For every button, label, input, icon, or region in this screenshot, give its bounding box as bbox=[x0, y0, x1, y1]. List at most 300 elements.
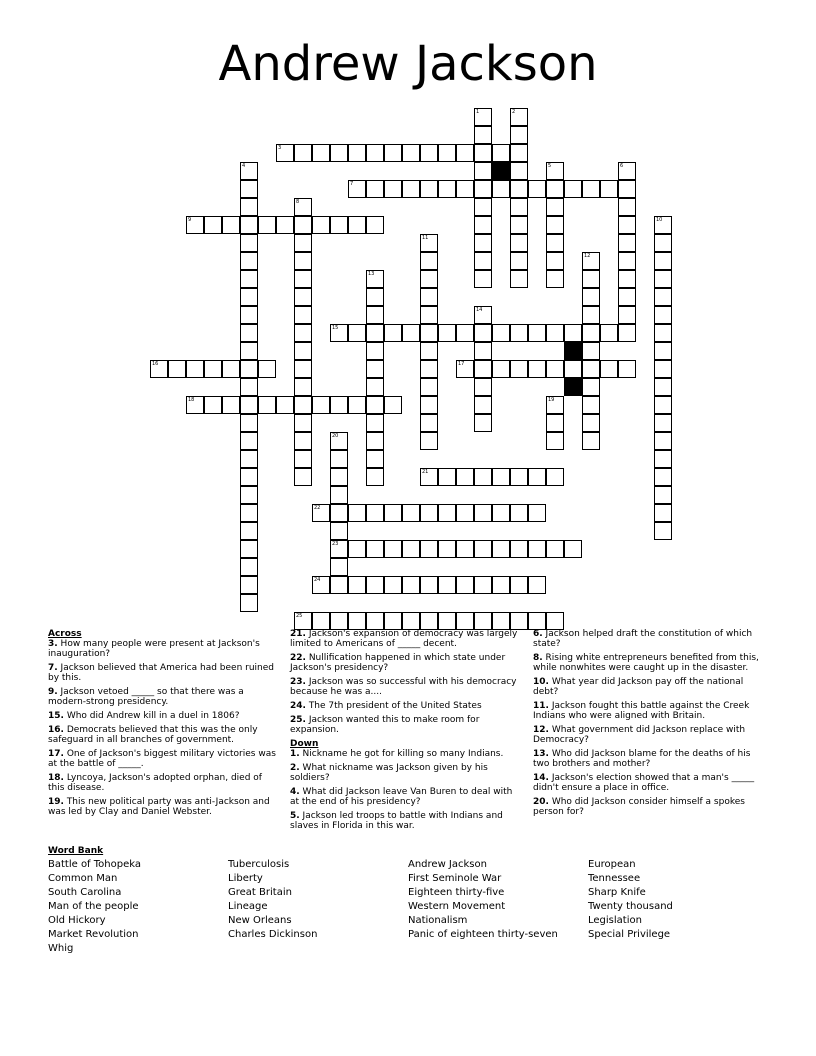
crossword-cell[interactable] bbox=[438, 504, 456, 522]
crossword-cell[interactable] bbox=[240, 450, 258, 468]
crossword-cell[interactable] bbox=[474, 576, 492, 594]
crossword-cell[interactable] bbox=[456, 540, 474, 558]
crossword-cell[interactable] bbox=[384, 144, 402, 162]
crossword-cell[interactable] bbox=[330, 522, 348, 540]
crossword-cell[interactable] bbox=[366, 216, 384, 234]
cell-number: 2 bbox=[512, 109, 516, 115]
crossword-cell[interactable] bbox=[654, 468, 672, 486]
crossword-cell[interactable] bbox=[546, 432, 564, 450]
crossword-cell[interactable] bbox=[618, 234, 636, 252]
clue-number: 13. bbox=[533, 749, 549, 759]
word-bank-column bbox=[408, 858, 558, 942]
crossword-cell[interactable] bbox=[528, 180, 546, 198]
crossword-cell[interactable] bbox=[474, 360, 492, 378]
crossword-cell[interactable] bbox=[258, 396, 276, 414]
crossword-cell[interactable] bbox=[366, 432, 384, 450]
crossword-cell[interactable] bbox=[474, 270, 492, 288]
crossword-cell[interactable] bbox=[654, 450, 672, 468]
crossword-cell[interactable] bbox=[546, 162, 564, 180]
crossword-cell[interactable] bbox=[528, 468, 546, 486]
crossword-cell[interactable] bbox=[546, 234, 564, 252]
clue-text: Jackson's election showed that a man's _____ didn't ensure a place in office. bbox=[533, 773, 755, 793]
crossword-cell[interactable] bbox=[456, 144, 474, 162]
crossword-cell[interactable] bbox=[294, 288, 312, 306]
crossword-cell[interactable] bbox=[654, 432, 672, 450]
crossword-cell[interactable] bbox=[528, 612, 546, 630]
crossword-cell[interactable] bbox=[330, 144, 348, 162]
crossword-cell[interactable] bbox=[294, 360, 312, 378]
clue-number: 21. bbox=[290, 629, 306, 639]
crossword-cell[interactable] bbox=[654, 216, 672, 234]
crossword-cell[interactable] bbox=[222, 216, 240, 234]
crossword-cell[interactable] bbox=[240, 486, 258, 504]
crossword-cell[interactable] bbox=[420, 342, 438, 360]
crossword-cell[interactable] bbox=[420, 504, 438, 522]
crossword-cell[interactable] bbox=[366, 468, 384, 486]
crossword-cell[interactable] bbox=[546, 468, 564, 486]
crossword-cell[interactable] bbox=[492, 504, 510, 522]
crossword-cell[interactable] bbox=[456, 180, 474, 198]
crossword-cell[interactable] bbox=[546, 414, 564, 432]
crossword-cell[interactable] bbox=[294, 270, 312, 288]
crossword-cell[interactable] bbox=[330, 486, 348, 504]
crossword-cell[interactable] bbox=[438, 576, 456, 594]
crossword-cell[interactable] bbox=[510, 234, 528, 252]
crossword-cell[interactable] bbox=[366, 144, 384, 162]
crossword-cell[interactable] bbox=[312, 576, 330, 594]
crossword-cell[interactable] bbox=[330, 432, 348, 450]
cell-number: 23 bbox=[332, 541, 339, 547]
crossword-cell[interactable] bbox=[654, 486, 672, 504]
crossword-cell[interactable] bbox=[240, 504, 258, 522]
crossword-cell[interactable] bbox=[654, 522, 672, 540]
crossword-cell[interactable] bbox=[168, 360, 186, 378]
word-bank-item: Eighteen thirty-five bbox=[408, 887, 505, 898]
crossword-cell[interactable] bbox=[330, 468, 348, 486]
crossword-cell[interactable] bbox=[546, 612, 564, 630]
crossword-cell[interactable] bbox=[348, 180, 366, 198]
crossword-cell[interactable] bbox=[420, 288, 438, 306]
crossword-cell[interactable] bbox=[474, 198, 492, 216]
crossword-cell[interactable] bbox=[438, 144, 456, 162]
crossword-cell[interactable] bbox=[258, 360, 276, 378]
crossword-cell[interactable] bbox=[330, 576, 348, 594]
crossword-cell[interactable] bbox=[240, 216, 258, 234]
crossword-cell[interactable] bbox=[330, 504, 348, 522]
cell-number: 21 bbox=[422, 469, 429, 475]
crossword-cell[interactable] bbox=[438, 612, 456, 630]
word-bank-item: Common Man bbox=[48, 873, 118, 884]
crossword-cell[interactable] bbox=[402, 324, 420, 342]
crossword-cell[interactable] bbox=[240, 594, 258, 612]
crossword-cell[interactable] bbox=[564, 180, 582, 198]
crossword-cell[interactable] bbox=[294, 396, 312, 414]
crossword-cell[interactable] bbox=[528, 540, 546, 558]
crossword-cell[interactable] bbox=[366, 612, 384, 630]
crossword-cell[interactable] bbox=[618, 180, 636, 198]
crossword-cell[interactable] bbox=[546, 540, 564, 558]
crossword-cell[interactable] bbox=[582, 306, 600, 324]
crossword-cell[interactable] bbox=[420, 180, 438, 198]
crossword-cell[interactable] bbox=[204, 216, 222, 234]
crossword-cell[interactable] bbox=[474, 216, 492, 234]
crossword-cell[interactable] bbox=[654, 414, 672, 432]
crossword-cell[interactable] bbox=[420, 234, 438, 252]
clue bbox=[533, 677, 763, 697]
crossword-cell[interactable] bbox=[474, 414, 492, 432]
crossword-cell[interactable] bbox=[186, 396, 204, 414]
crossword-cell[interactable] bbox=[420, 270, 438, 288]
crossword-cell[interactable] bbox=[294, 432, 312, 450]
crossword-cell[interactable] bbox=[510, 126, 528, 144]
crossword-cell[interactable] bbox=[294, 144, 312, 162]
crossword-cell[interactable] bbox=[366, 270, 384, 288]
crossword-cell[interactable] bbox=[366, 360, 384, 378]
crossword-cell[interactable] bbox=[420, 396, 438, 414]
crossword-cell[interactable] bbox=[654, 342, 672, 360]
cell-number: 8 bbox=[296, 199, 300, 205]
crossword-cell[interactable] bbox=[330, 540, 348, 558]
crossword-cell[interactable] bbox=[438, 180, 456, 198]
crossword-cell[interactable] bbox=[150, 360, 168, 378]
crossword-cell[interactable] bbox=[222, 360, 240, 378]
crossword-cell[interactable] bbox=[348, 540, 366, 558]
crossword-cell[interactable] bbox=[582, 270, 600, 288]
crossword-cell[interactable] bbox=[510, 162, 528, 180]
crossword-cell[interactable] bbox=[654, 252, 672, 270]
crossword-cell[interactable] bbox=[420, 468, 438, 486]
crossword-cell[interactable] bbox=[438, 468, 456, 486]
crossword-cell[interactable] bbox=[366, 324, 384, 342]
crossword-cell[interactable] bbox=[366, 540, 384, 558]
crossword-cell[interactable] bbox=[510, 540, 528, 558]
crossword-cell[interactable] bbox=[420, 360, 438, 378]
crossword-cell[interactable] bbox=[330, 612, 348, 630]
crossword-cell[interactable] bbox=[240, 414, 258, 432]
crossword-cell[interactable] bbox=[366, 414, 384, 432]
crossword-cell[interactable] bbox=[546, 180, 564, 198]
crossword-cell[interactable] bbox=[384, 396, 402, 414]
crossword-cell[interactable] bbox=[618, 162, 636, 180]
crossword-cell[interactable] bbox=[474, 144, 492, 162]
crossword-cell[interactable] bbox=[564, 540, 582, 558]
crossword-cell[interactable] bbox=[420, 540, 438, 558]
crossword-cell[interactable] bbox=[474, 108, 492, 126]
crossword-cell[interactable] bbox=[492, 540, 510, 558]
crossword-cell[interactable] bbox=[366, 504, 384, 522]
crossword-cell[interactable] bbox=[348, 576, 366, 594]
crossword-cell[interactable] bbox=[240, 198, 258, 216]
crossword-cell[interactable] bbox=[528, 324, 546, 342]
crossword-cell[interactable] bbox=[582, 396, 600, 414]
crossword-cell[interactable] bbox=[474, 162, 492, 180]
crossword-cell[interactable] bbox=[348, 396, 366, 414]
crossword-cell[interactable] bbox=[258, 216, 276, 234]
crossword-cell[interactable] bbox=[510, 360, 528, 378]
crossword-cell[interactable] bbox=[294, 198, 312, 216]
crossword-cell[interactable] bbox=[654, 378, 672, 396]
crossword-cell[interactable] bbox=[582, 360, 600, 378]
crossword-cell[interactable] bbox=[456, 504, 474, 522]
crossword-cell[interactable] bbox=[582, 288, 600, 306]
crossword-cell[interactable] bbox=[420, 144, 438, 162]
crossword-cell[interactable] bbox=[618, 306, 636, 324]
crossword-cell[interactable] bbox=[420, 414, 438, 432]
crossword-cell[interactable] bbox=[276, 216, 294, 234]
crossword-cell[interactable] bbox=[294, 324, 312, 342]
crossword-cell[interactable] bbox=[456, 468, 474, 486]
crossword-cell[interactable] bbox=[294, 468, 312, 486]
crossword-cell[interactable] bbox=[600, 180, 618, 198]
crossword-cell[interactable] bbox=[366, 450, 384, 468]
crossword-cell[interactable] bbox=[240, 252, 258, 270]
crossword-cell[interactable] bbox=[240, 432, 258, 450]
crossword-cell[interactable] bbox=[312, 396, 330, 414]
crossword-cell[interactable] bbox=[402, 612, 420, 630]
word-bank-item: Special Privilege bbox=[588, 929, 671, 940]
crossword-cell[interactable] bbox=[618, 252, 636, 270]
crossword-cell[interactable] bbox=[240, 270, 258, 288]
crossword-cell[interactable] bbox=[294, 378, 312, 396]
crossword-cell[interactable] bbox=[654, 360, 672, 378]
crossword-cell[interactable] bbox=[618, 216, 636, 234]
crossword-cell[interactable] bbox=[528, 360, 546, 378]
crossword-cell[interactable] bbox=[492, 360, 510, 378]
crossword-cell[interactable] bbox=[510, 108, 528, 126]
crossword-cell[interactable] bbox=[330, 396, 348, 414]
crossword-cell[interactable] bbox=[276, 144, 294, 162]
crossword-cell[interactable] bbox=[330, 450, 348, 468]
crossword-cell[interactable] bbox=[312, 612, 330, 630]
crossword-cell[interactable] bbox=[510, 180, 528, 198]
crossword-cell[interactable] bbox=[654, 324, 672, 342]
crossword-cell[interactable] bbox=[402, 144, 420, 162]
crossword-cell[interactable] bbox=[474, 306, 492, 324]
crossword-cell[interactable] bbox=[546, 324, 564, 342]
crossword-cell[interactable] bbox=[492, 324, 510, 342]
clue-text: Who did Jackson consider himself a spokes person for? bbox=[533, 797, 745, 817]
crossword-cell[interactable] bbox=[456, 324, 474, 342]
crossword-cell[interactable] bbox=[654, 288, 672, 306]
crossword-cell[interactable] bbox=[420, 252, 438, 270]
crossword-cell[interactable] bbox=[492, 144, 510, 162]
crossword-cell[interactable] bbox=[546, 216, 564, 234]
crossword-cell[interactable] bbox=[474, 324, 492, 342]
crossword-cell[interactable] bbox=[348, 324, 366, 342]
crossword-cell[interactable] bbox=[618, 198, 636, 216]
crossword-cell[interactable] bbox=[204, 396, 222, 414]
crossword-cell[interactable] bbox=[582, 252, 600, 270]
crossword-cell[interactable] bbox=[204, 360, 222, 378]
crossword-cell[interactable] bbox=[492, 612, 510, 630]
crossword-cell[interactable] bbox=[654, 306, 672, 324]
crossword-cell[interactable] bbox=[564, 360, 582, 378]
crossword-cell[interactable] bbox=[384, 324, 402, 342]
crossword-cell[interactable] bbox=[546, 396, 564, 414]
crossword-cell[interactable] bbox=[402, 504, 420, 522]
crossword-cell[interactable] bbox=[402, 576, 420, 594]
crossword-cell[interactable] bbox=[510, 144, 528, 162]
crossword-cell[interactable] bbox=[348, 216, 366, 234]
crossword-cell[interactable] bbox=[618, 270, 636, 288]
crossword-cell[interactable] bbox=[240, 306, 258, 324]
crossword-cell[interactable] bbox=[474, 180, 492, 198]
crossword-cell[interactable] bbox=[240, 360, 258, 378]
crossword-cell[interactable] bbox=[384, 576, 402, 594]
crossword-cell[interactable] bbox=[600, 360, 618, 378]
crossword-cell[interactable] bbox=[456, 576, 474, 594]
crossword-cell[interactable] bbox=[294, 414, 312, 432]
crossword-cell[interactable] bbox=[240, 522, 258, 540]
crossword-cell[interactable] bbox=[510, 216, 528, 234]
crossword-cell[interactable] bbox=[546, 270, 564, 288]
crossword-cell[interactable] bbox=[240, 468, 258, 486]
crossword-cell[interactable] bbox=[186, 216, 204, 234]
cell-number: 20 bbox=[332, 433, 339, 439]
crossword-cell[interactable] bbox=[348, 504, 366, 522]
crossword-cell[interactable] bbox=[492, 468, 510, 486]
crossword-cell[interactable] bbox=[366, 288, 384, 306]
crossword-cell[interactable] bbox=[438, 324, 456, 342]
crossword-cell[interactable] bbox=[474, 540, 492, 558]
crossword-cell[interactable] bbox=[186, 360, 204, 378]
crossword-cell[interactable] bbox=[582, 180, 600, 198]
crossword-cell[interactable] bbox=[492, 180, 510, 198]
crossword-cell[interactable] bbox=[420, 306, 438, 324]
crossword-cell[interactable] bbox=[618, 288, 636, 306]
crossword-cell[interactable] bbox=[294, 342, 312, 360]
crossword-cell[interactable] bbox=[348, 612, 366, 630]
clue-number: 19. bbox=[48, 797, 64, 807]
crossword-cell[interactable] bbox=[348, 144, 366, 162]
cell-number: 15 bbox=[332, 325, 339, 331]
crossword-cell[interactable] bbox=[654, 270, 672, 288]
crossword-cell[interactable] bbox=[420, 378, 438, 396]
crossword-cell[interactable] bbox=[564, 324, 582, 342]
crossword-cell[interactable] bbox=[222, 396, 240, 414]
page-title: Andrew Jackson bbox=[218, 36, 598, 92]
crossword-cell[interactable] bbox=[240, 324, 258, 342]
word-bank-item: Twenty thousand bbox=[588, 901, 673, 912]
crossword-cell[interactable] bbox=[654, 396, 672, 414]
crossword-cell[interactable] bbox=[474, 504, 492, 522]
crossword-cell[interactable] bbox=[384, 540, 402, 558]
crossword-cell[interactable] bbox=[402, 180, 420, 198]
crossword-cell[interactable] bbox=[366, 396, 384, 414]
crossword-cell[interactable] bbox=[582, 414, 600, 432]
crossword-cell[interactable] bbox=[294, 306, 312, 324]
crossword-cell[interactable] bbox=[240, 540, 258, 558]
crossword-cell[interactable] bbox=[510, 504, 528, 522]
crossword-cell[interactable] bbox=[312, 504, 330, 522]
crossword-cell[interactable] bbox=[420, 612, 438, 630]
crossword-cell[interactable] bbox=[582, 378, 600, 396]
crossword-cell[interactable] bbox=[330, 216, 348, 234]
crossword-cell[interactable] bbox=[654, 234, 672, 252]
clue bbox=[533, 653, 763, 673]
crossword-cell[interactable] bbox=[510, 252, 528, 270]
word-bank-column bbox=[48, 858, 141, 956]
crossword-cell[interactable] bbox=[294, 612, 312, 630]
crossword-cell[interactable] bbox=[474, 252, 492, 270]
crossword-cell[interactable] bbox=[312, 216, 330, 234]
crossword-cell[interactable] bbox=[510, 270, 528, 288]
crossword-cell[interactable] bbox=[510, 324, 528, 342]
crossword-cell[interactable] bbox=[420, 324, 438, 342]
crossword-cell[interactable] bbox=[366, 342, 384, 360]
crossword-cell[interactable] bbox=[366, 576, 384, 594]
crossword-cell[interactable] bbox=[618, 324, 636, 342]
crossword-cell[interactable] bbox=[510, 468, 528, 486]
crossword-cell[interactable] bbox=[384, 504, 402, 522]
crossword-cell[interactable] bbox=[492, 576, 510, 594]
crossword-cell[interactable] bbox=[474, 378, 492, 396]
crossword-cell[interactable] bbox=[420, 432, 438, 450]
crossword-cell[interactable] bbox=[366, 306, 384, 324]
crossword-cell[interactable] bbox=[240, 576, 258, 594]
crossword-cell[interactable] bbox=[474, 234, 492, 252]
crossword-cell[interactable] bbox=[294, 216, 312, 234]
crossword-cell[interactable] bbox=[546, 198, 564, 216]
crossword-cell[interactable] bbox=[600, 324, 618, 342]
crossword-cell[interactable] bbox=[456, 360, 474, 378]
crossword-cell[interactable] bbox=[384, 612, 402, 630]
crossword-cell[interactable] bbox=[240, 180, 258, 198]
crossword-cell[interactable] bbox=[240, 234, 258, 252]
crossword-cell[interactable] bbox=[474, 612, 492, 630]
crossword-cell[interactable] bbox=[474, 468, 492, 486]
crossword-cell[interactable] bbox=[276, 396, 294, 414]
crossword-cell[interactable] bbox=[582, 342, 600, 360]
crossword-cell[interactable] bbox=[294, 234, 312, 252]
crossword-cell[interactable] bbox=[582, 432, 600, 450]
word-bank-item: South Carolina bbox=[48, 887, 122, 898]
clue-text: Jackson's expansion of democracy was largely limited to Americans of _____ decent. bbox=[290, 629, 518, 649]
crossword-cell[interactable] bbox=[618, 360, 636, 378]
crossword-cell[interactable] bbox=[240, 342, 258, 360]
crossword-cell[interactable] bbox=[438, 540, 456, 558]
crossword-cell[interactable] bbox=[456, 612, 474, 630]
crossword-cell[interactable] bbox=[510, 576, 528, 594]
crossword-cell[interactable] bbox=[366, 378, 384, 396]
crossword-cell[interactable] bbox=[546, 360, 564, 378]
crossword-cell[interactable] bbox=[240, 558, 258, 576]
crossword-cell[interactable] bbox=[528, 576, 546, 594]
crossword-cell[interactable] bbox=[420, 576, 438, 594]
crossword-cell[interactable] bbox=[366, 180, 384, 198]
crossword-cell[interactable] bbox=[474, 126, 492, 144]
crossword-cell[interactable] bbox=[546, 252, 564, 270]
crossword-cell[interactable] bbox=[240, 378, 258, 396]
crossword-cell[interactable] bbox=[402, 540, 420, 558]
crossword-cell[interactable] bbox=[330, 324, 348, 342]
crossword-cell[interactable] bbox=[528, 504, 546, 522]
crossword-cell[interactable] bbox=[384, 180, 402, 198]
crossword-cell[interactable] bbox=[654, 504, 672, 522]
crossword-cell[interactable] bbox=[312, 144, 330, 162]
crossword-cell[interactable] bbox=[474, 342, 492, 360]
crossword-cell[interactable] bbox=[240, 288, 258, 306]
crossword-cell[interactable] bbox=[330, 558, 348, 576]
crossword-cell[interactable] bbox=[240, 162, 258, 180]
crossword-cell[interactable] bbox=[582, 324, 600, 342]
crossword-cell[interactable] bbox=[510, 198, 528, 216]
crossword-cell[interactable] bbox=[510, 612, 528, 630]
crossword-cell[interactable] bbox=[240, 396, 258, 414]
crossword-cell[interactable] bbox=[294, 450, 312, 468]
crossword-cell[interactable] bbox=[474, 396, 492, 414]
crossword-cell[interactable] bbox=[294, 252, 312, 270]
